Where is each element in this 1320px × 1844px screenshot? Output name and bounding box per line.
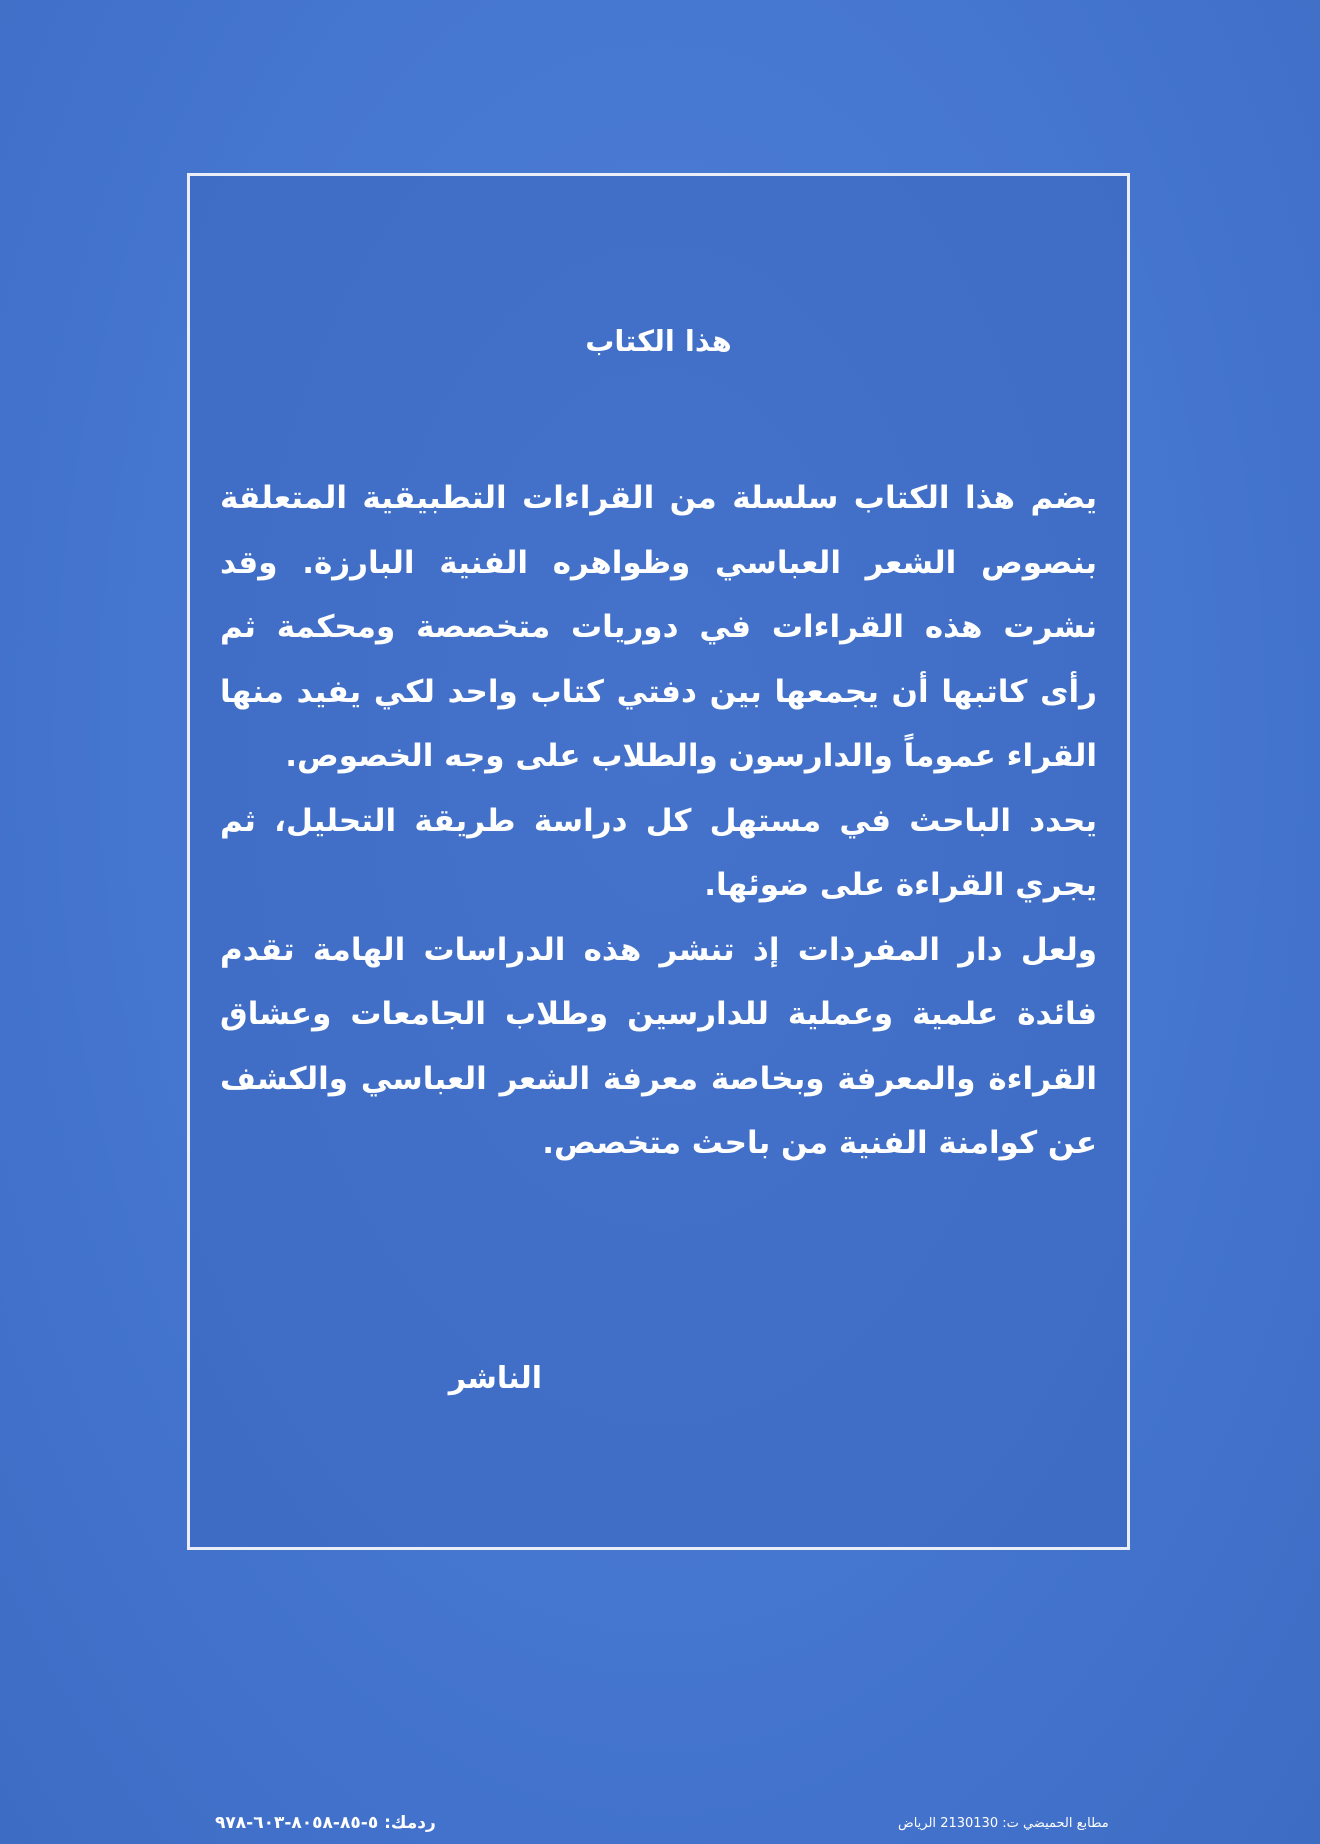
blurb-line: فائدة علمية وعملية للدارسين وطلاب الجامعات وعشاق	[220, 996, 1097, 1032]
blurb-line: القراءة والمعرفة وبخاصة معرفة الشعر العباسي والكشف	[220, 1060, 1097, 1097]
blurb-line: نشرت هذه القراءات في دوريات متخصصة ومحكمة ثم	[220, 609, 1097, 645]
blurb-line: القراء عموماً والدارسون والطلاب على وجه الخصوص.	[285, 738, 1097, 774]
blurb-line: عن كوامنة الفنية من باحث متخصص.	[542, 1125, 1097, 1161]
isbn-label: ردمك: ٥-٨٥-٨٠٥٨-٦٠٣-٩٧٨	[215, 1813, 436, 1833]
publisher-signature: الناشر	[448, 1361, 542, 1396]
cover-heading: هذا الكتاب	[585, 324, 732, 358]
blurb-line: بنصوص الشعر العباسي وظواهره الفنية البارزة. وقد	[220, 544, 1097, 581]
printer-credit: مطابع الحميضي ت: 2130130 الرياض	[898, 1816, 1109, 1831]
blurb-line: رأى كاتبها أن يجمعها بين دفتي كتاب واحد لكي يفيد منها	[220, 673, 1097, 710]
blurb-line: يجري القراءة على ضوئها.	[704, 867, 1097, 903]
blurb-line: يضم هذا الكتاب سلسلة من القراءات التطبيقية المتعلقة	[220, 480, 1097, 516]
blurb-line: ولعل دار المفردات إذ تنشر هذه الدراسات الهامة تقدم	[220, 931, 1097, 968]
text-frame	[187, 173, 1130, 1550]
blurb-paragraphs	[220, 466, 1097, 1176]
blurb-line: يحدد الباحث في مستهل كل دراسة طريقة التحليل، ثم	[220, 802, 1097, 839]
